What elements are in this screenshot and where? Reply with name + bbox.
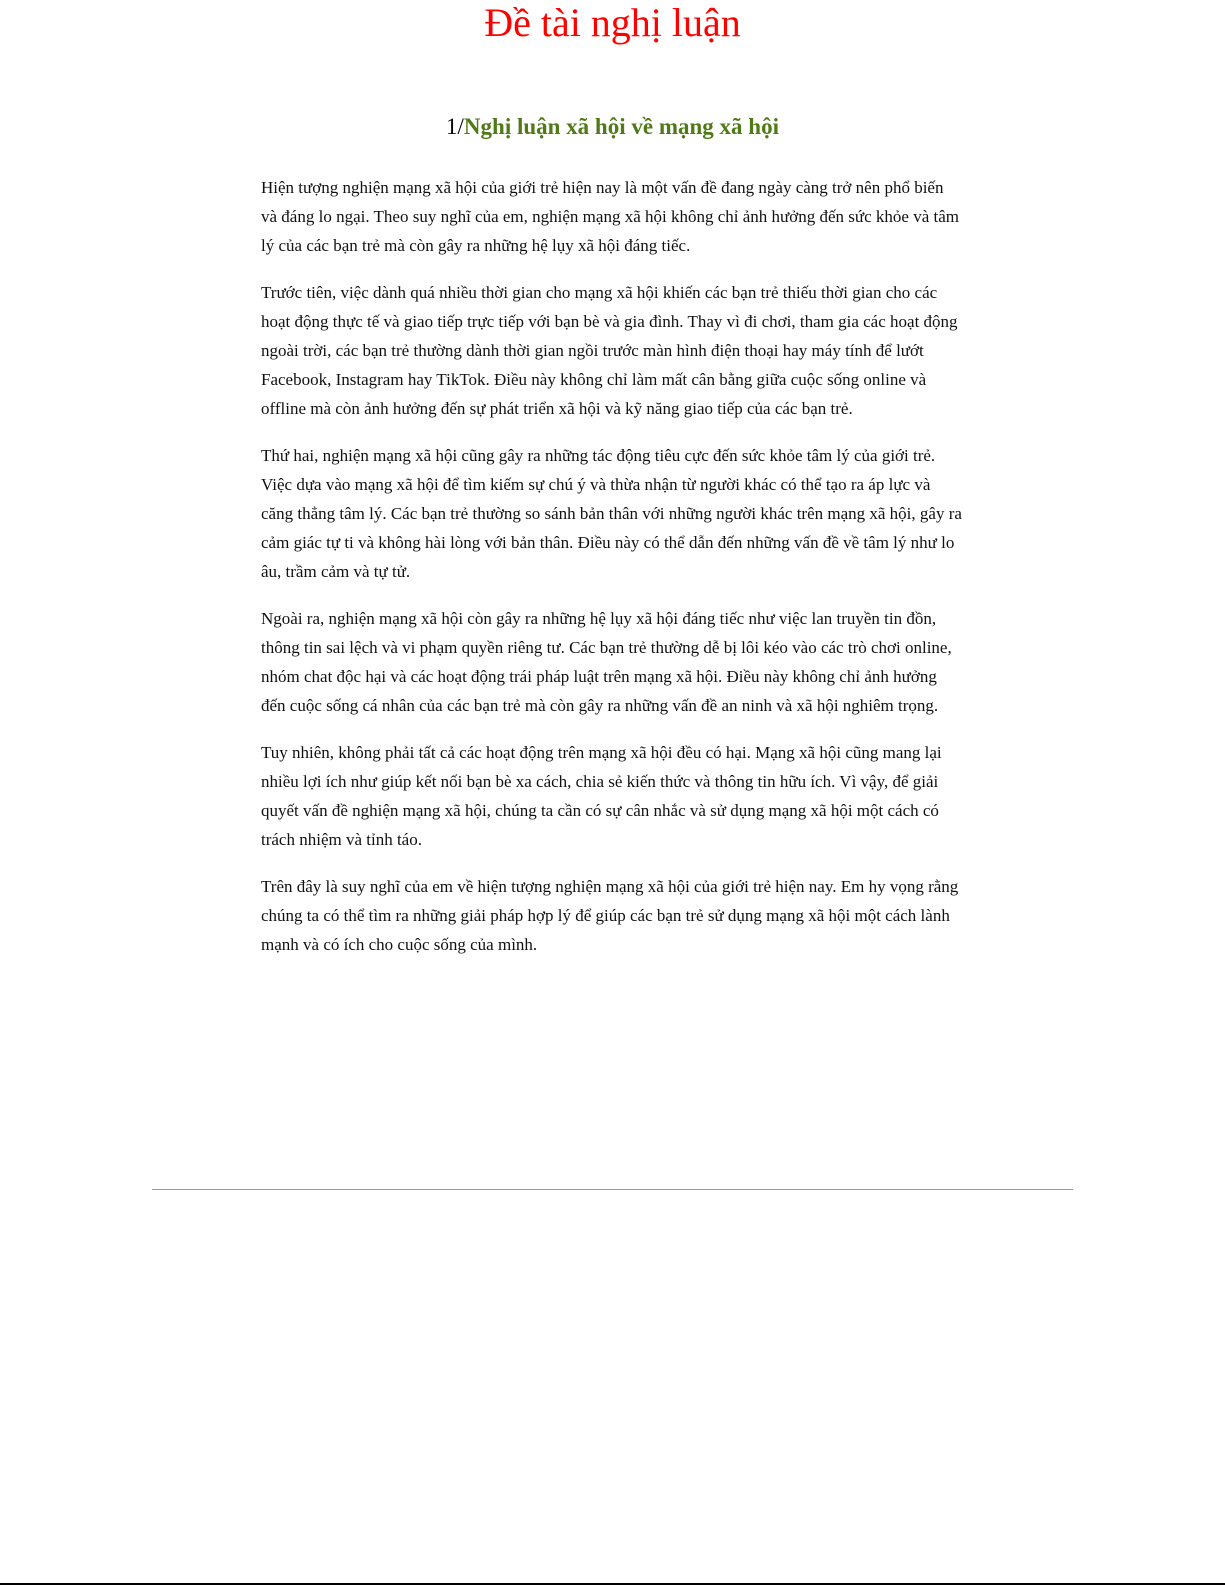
paragraph-4: Ngoài ra, nghiện mạng xã hội còn gây ra những hệ lụy xã hội đáng tiếc như việc lan truyền tin đồn, thông tin sai lệch và vi phạm quyền riêng tư. Các bạn trẻ thường dễ bị lôi kéo vào các trò chơi online, nhóm chat độc hại và các hoạt động trái pháp luật trên mạng xã hội. Điều này không chỉ ảnh hưởng đến cuộc sống cá nhân của các bạn trẻ mà còn gây ra những vấn đề an ninh và xã hội nghiêm trọng.: [261, 609, 952, 715]
paragraph-2: Trước tiên, việc dành quá nhiều thời gian cho mạng xã hội khiến các bạn trẻ thiếu thời gian cho các hoạt động thực tế và giao tiếp trực tiếp với bạn bè và gia đình. Thay vì đi chơi, tham gia các hoạt động ngoài trời, các bạn trẻ thường dành thời gian ngồi trước màn hình điện thoại hay máy tính để lướt Facebook, Instagram hay TikTok. Điều này không chỉ làm mất cân bằng giữa cuộc sống online và offline mà còn ảnh hưởng đến sự phát triển xã hội và kỹ năng giao tiếp của các bạn trẻ.: [261, 283, 958, 418]
page-title: Đề tài nghị luận: [484, 0, 741, 45]
section-heading: [0, 112, 1225, 142]
essay-body: [261, 173, 963, 977]
paragraph-1: Hiện tượng nghiện mạng xã hội của giới trẻ hiện nay là một vấn đề đang ngày càng trở nên phổ biến và đáng lo ngại. Theo suy nghĩ của em, nghiện mạng xã hội không chỉ ảnh hưởng đến sức khỏe và tâm lý của các bạn trẻ mà còn gây ra những hệ lụy xã hội đáng tiếc.: [261, 178, 959, 255]
section-title: Nghị luận xã hội về mạng xã hội: [463, 114, 779, 139]
section-number: 1/: [446, 114, 464, 139]
paragraph-5: Tuy nhiên, không phải tất cả các hoạt động trên mạng xã hội đều có hại. Mạng xã hội cũng mang lại nhiều lợi ích như giúp kết nối bạn bè xa cách, chia sẻ kiến thức và thông tin hữu ích. Vì vậy, để giải quyết vấn đề nghiện mạng xã hội, chúng ta cần có sự cân nhắc và sử dụng mạng xã hội một cách có trách nhiệm và tỉnh táo.: [261, 743, 942, 849]
paragraph-6: Trên đây là suy nghĩ của em về hiện tượng nghiện mạng xã hội của giới trẻ hiện nay. Em hy vọng rằng chúng ta có thể tìm ra những giải pháp hợp lý để giúp các bạn trẻ sử dụng mạng xã hội một cách lành mạnh và có ích cho cuộc sống của mình.: [261, 877, 959, 954]
divider: [152, 1189, 1073, 1190]
paragraph-3: Thứ hai, nghiện mạng xã hội cũng gây ra những tác động tiêu cực đến sức khỏe tâm lý của giới trẻ. Việc dựa vào mạng xã hội để tìm kiếm sự chú ý và thừa nhận từ người khác có thể tạo ra áp lực và căng thẳng tâm lý. Các bạn trẻ thường so sánh bản thân với những người khác trên mạng xã hội, gây ra cảm giác tự ti và không hài lòng với bản thân. Điều này có thể dẫn đến những vấn đề về tâm lý như lo âu, trầm cảm và tự tử.: [261, 446, 962, 581]
